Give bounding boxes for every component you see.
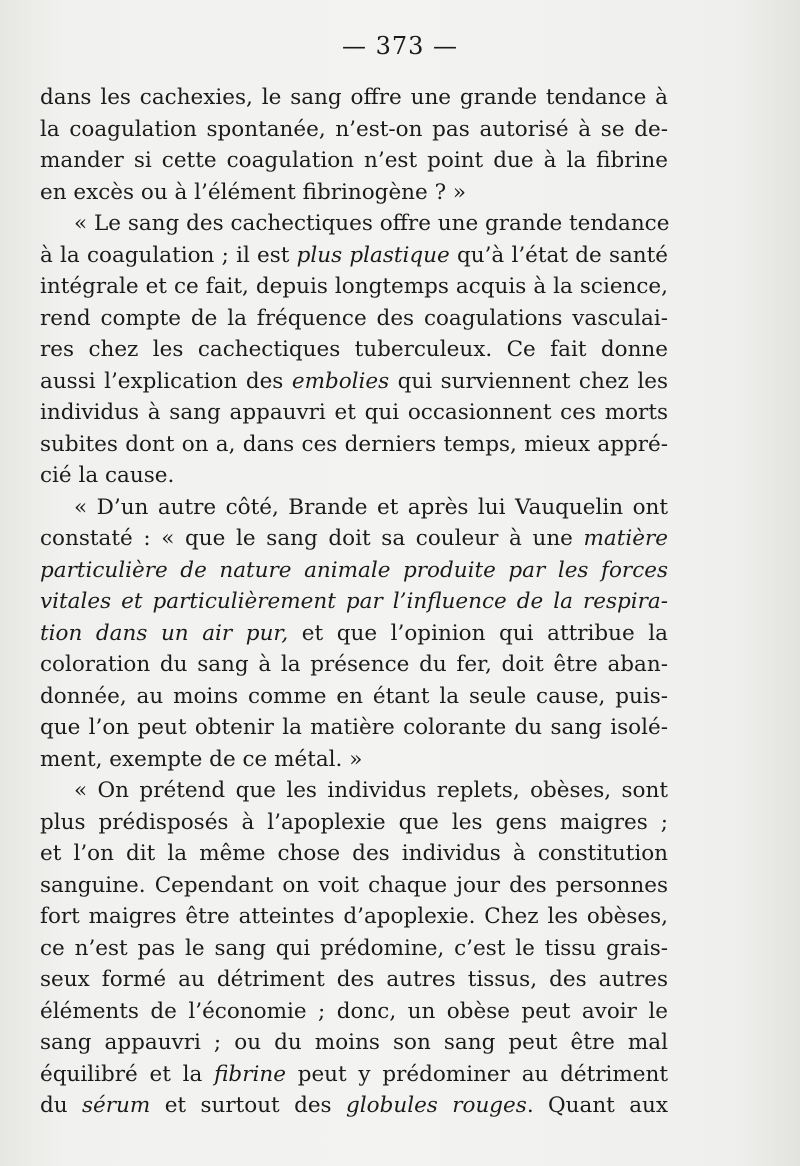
text-segment: à la coagulation ; il est [40, 242, 297, 268]
text-line [40, 1059, 668, 1091]
text-line [40, 366, 668, 398]
text-segment: donnée, au moins comme en étant la seule cause, puis- [40, 683, 668, 709]
text-line [40, 618, 668, 650]
text-segment: intégrale et ce fait, depuis longtemps acquis à la science, [40, 274, 668, 299]
text-segment: mander si cette coagulation n’est point due à la fibrine [40, 148, 668, 173]
text-segment: individus à sang appauvri et qui occasionnent ces morts [40, 400, 668, 425]
text-line [40, 334, 668, 366]
italic-segment: vitales et particulièrement par l’influence de la respira- [40, 589, 668, 614]
italic-segment: embolies [291, 368, 390, 394]
text-segment: ce n’est pas le sang qui prédomine, c’est le tissu grais- [40, 935, 668, 961]
text-line [40, 555, 668, 587]
text-line [40, 649, 668, 681]
page-number: — 373 — [341, 32, 459, 60]
text-line [40, 208, 668, 240]
text-line [40, 1027, 668, 1059]
italic-segment: plus plastique [296, 242, 450, 268]
text-line [40, 870, 668, 902]
italic-segment: fibrine [214, 1061, 286, 1087]
text-segment: ment, exempte de ce métal. » [40, 746, 363, 772]
text-segment: et l’on dit la même chose des individus à constitution [40, 841, 668, 866]
text-segment: seux formé au détriment des autres tissus, des autres [40, 967, 668, 992]
text-line [40, 303, 668, 335]
text-line [40, 996, 668, 1028]
text-segment: subites dont on a, dans ces derniers temps, mieux appré- [40, 431, 668, 457]
text-segment: . Quant aux [526, 1093, 669, 1118]
text-line [40, 712, 668, 744]
italic-segment: globules rouges [346, 1093, 527, 1118]
text-line [40, 523, 668, 555]
text-segment: et que l’opinion qui attribue la [288, 620, 668, 646]
text-segment: « D’un autre côté, Brande et après lui Vauquelin ont [74, 494, 668, 520]
italic-segment: sérum [82, 1093, 151, 1118]
text-segment: fort maigres être atteintes d’apoplexie. Chez les obèses, [40, 904, 668, 929]
text-segment: peut y prédominer au détriment [285, 1061, 668, 1087]
text-segment: que l’on peut obtenir la matière colorante du sang isolé- [40, 715, 668, 740]
text-line [40, 145, 668, 177]
text-segment: et surtout des [150, 1093, 346, 1118]
text-line [40, 807, 668, 839]
text-line [40, 460, 668, 492]
text-line [40, 964, 668, 996]
text-line [40, 492, 668, 524]
text-segment: res chez les cachectiques tuberculeux. Ce fait donne [40, 337, 668, 362]
text-segment: la coagulation spontanée, n’est-on pas autorisé à se de- [40, 116, 668, 142]
text-segment: éléments de l’économie ; donc, un obèse peut avoir le [40, 998, 668, 1024]
text-line [40, 429, 668, 461]
italic-segment: matière [583, 526, 668, 551]
text-line [40, 744, 668, 776]
italic-segment: particulière de nature animale produite par les forces [40, 557, 668, 583]
text-line [40, 240, 668, 272]
text-line [40, 775, 668, 807]
text-segment: du [40, 1093, 83, 1118]
text-segment: en excès ou à l’élément fibrinogène ? » [40, 179, 467, 205]
text-segment: aussi l’explication des [40, 368, 292, 394]
text-segment: constaté : « que le sang doit sa couleur à une [40, 526, 584, 551]
text-line [40, 177, 668, 209]
text-segment: plus prédisposés à l’apoplexie que les gens maigres ; [40, 809, 668, 835]
text-line [40, 681, 668, 713]
text-line [40, 397, 668, 429]
text-segment: « On prétend que les individus replets, obèses, sont [74, 778, 668, 803]
text-segment: coloration du sang à la présence du fer, doit être aban- [40, 652, 668, 677]
text-segment: équilibré et la [40, 1061, 215, 1087]
text-segment: « Le sang des cachectiques offre une grande tendance [74, 211, 670, 236]
text-segment: qui surviennent chez les [389, 368, 668, 394]
text-line [40, 1090, 668, 1122]
text-line [40, 933, 668, 965]
text-segment: qu’à l’état de santé [449, 242, 669, 268]
italic-segment: tion dans un air pur, [40, 620, 289, 646]
text-segment: cié la cause. [40, 463, 175, 488]
text-segment: sanguine. Cependant on voit chaque jour des personnes [40, 872, 668, 898]
body-text [40, 82, 668, 1122]
text-line [40, 838, 668, 870]
text-line [40, 82, 668, 114]
text-line [40, 586, 668, 618]
text-line [40, 114, 668, 146]
text-segment: rend compte de la fréquence des coagulations vasculai- [40, 305, 668, 331]
text-segment: dans les cachexies, le sang offre une grande tendance à [40, 85, 668, 110]
text-segment: sang appauvri ; ou du moins son sang peut être mal [40, 1030, 668, 1055]
text-line [40, 271, 668, 303]
text-line [40, 901, 668, 933]
